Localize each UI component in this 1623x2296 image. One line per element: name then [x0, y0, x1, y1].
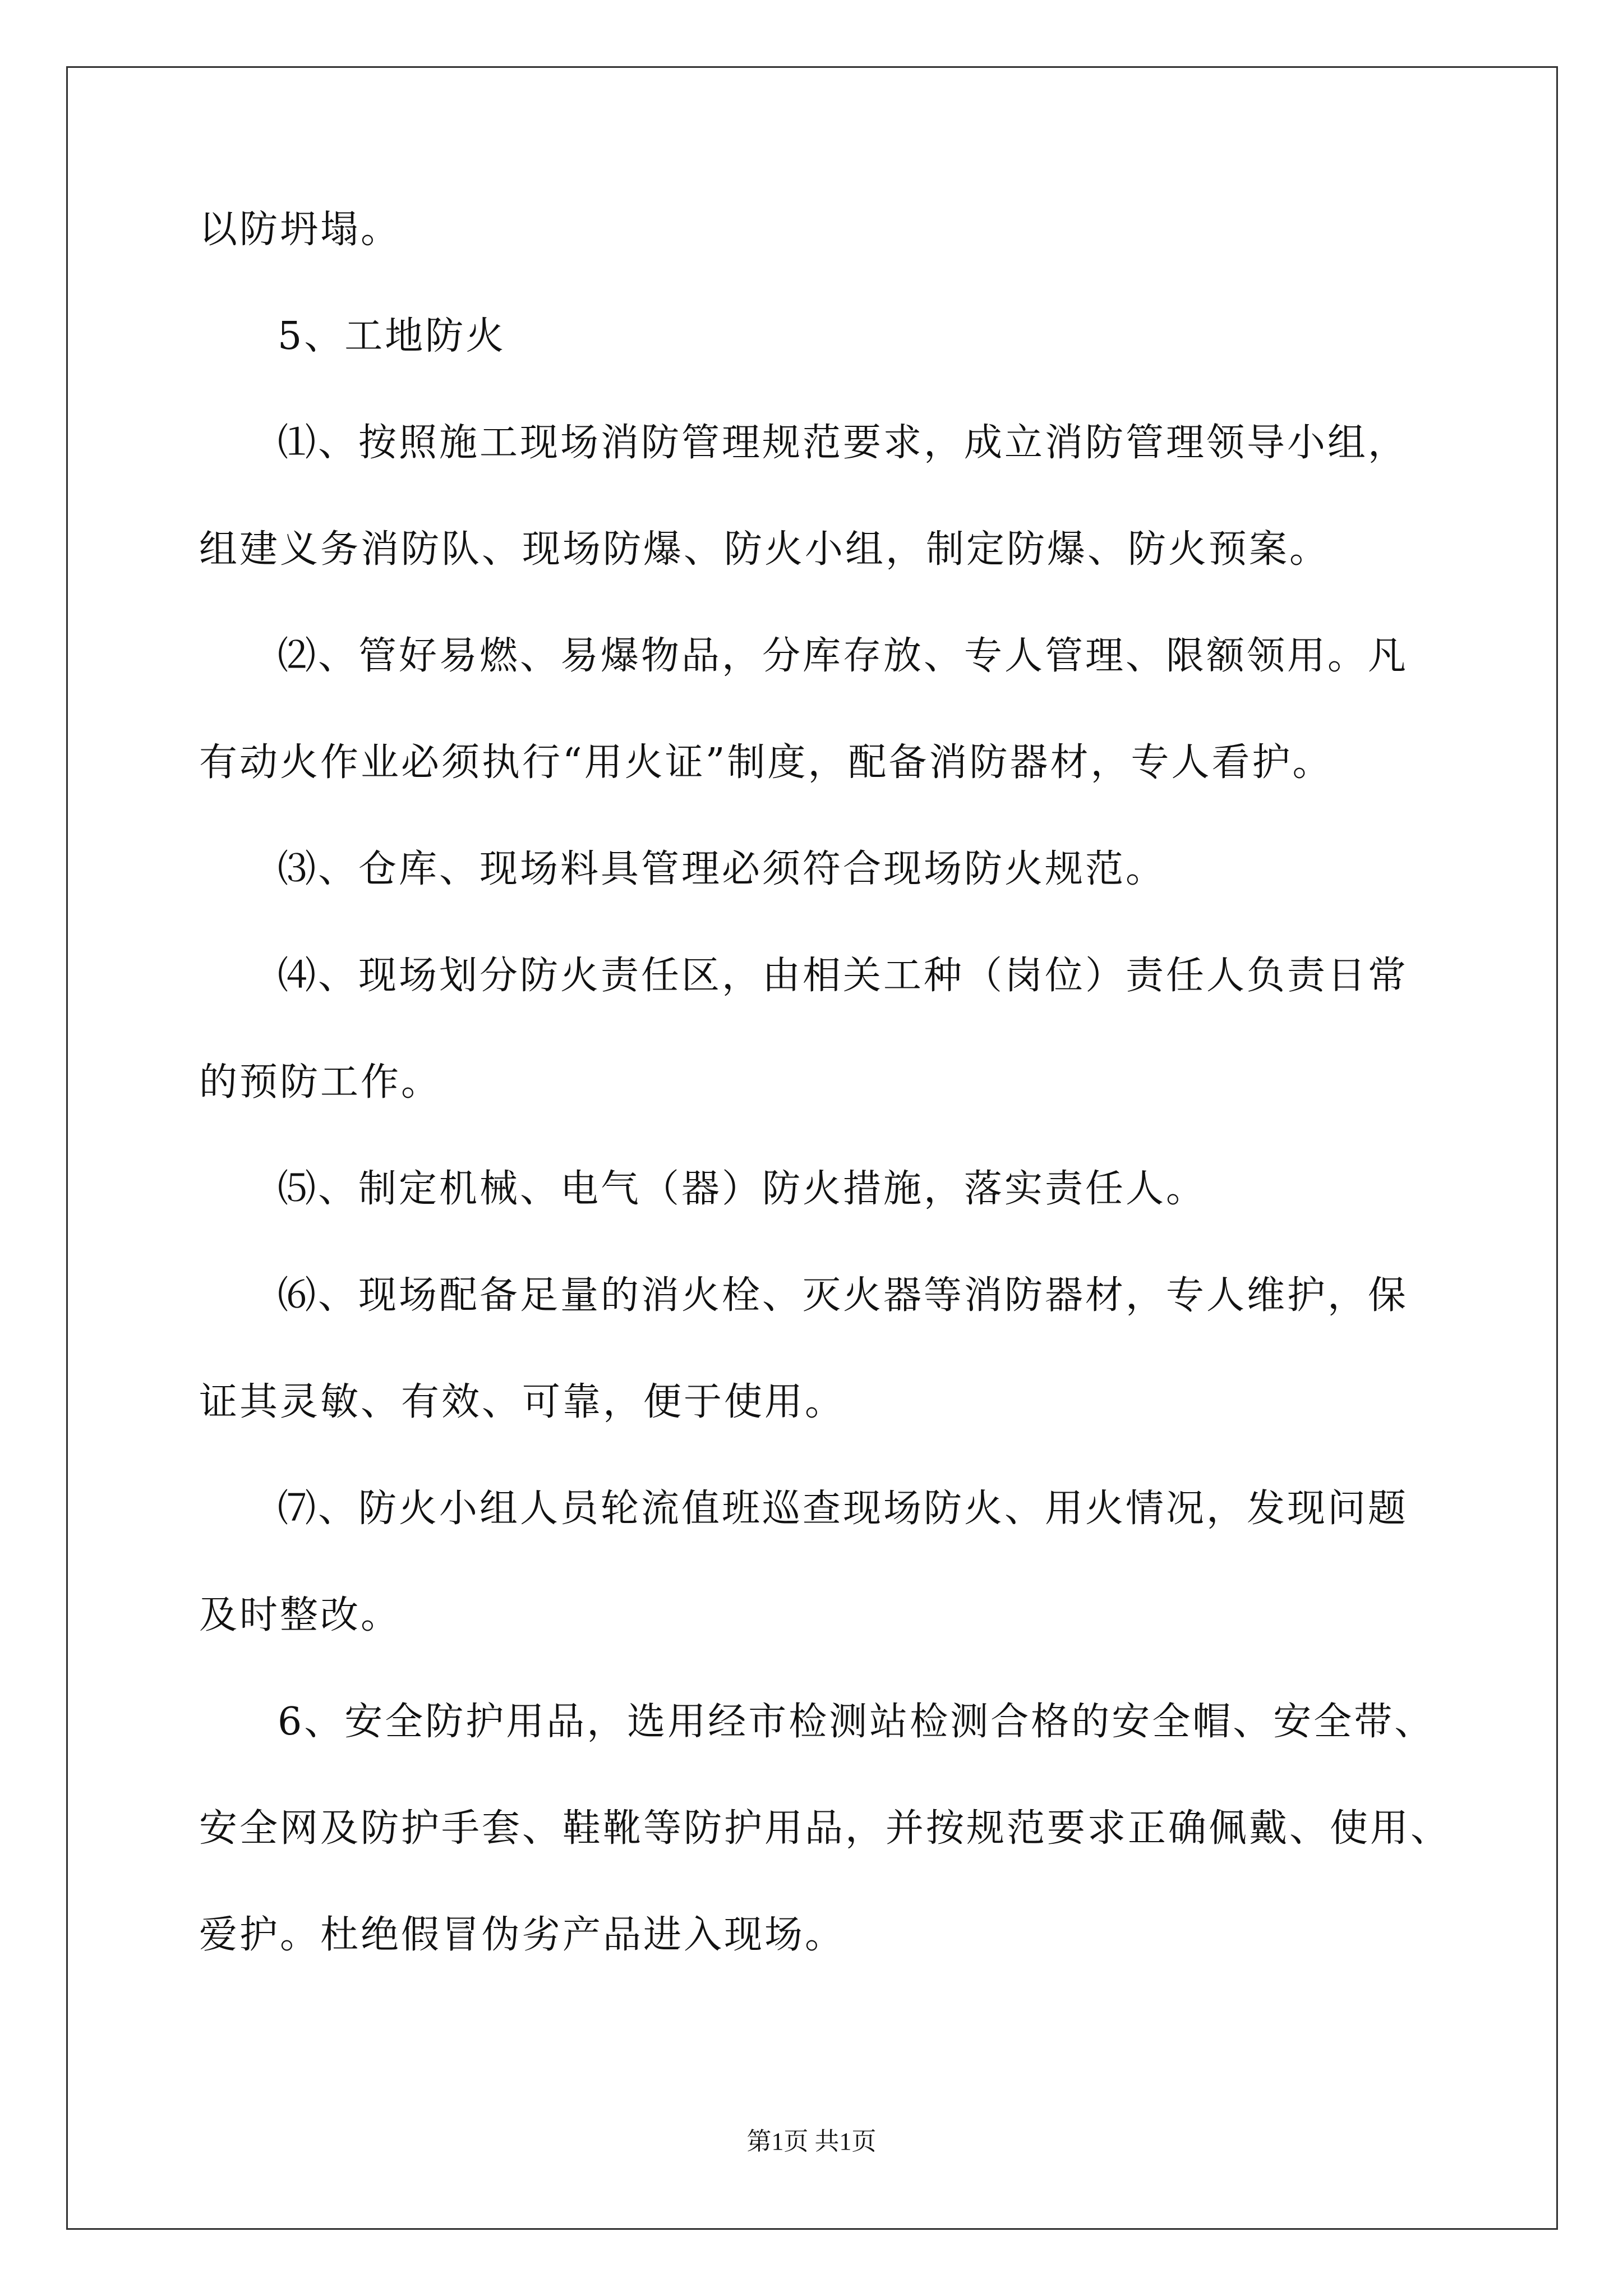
page-border	[66, 66, 1558, 2230]
page-footer: 第1页 共1页	[746, 2128, 877, 2155]
text-line: 组建义务消防队、现场防爆、防火小组，制定防爆、防火预案。	[199, 527, 1330, 572]
text-line: 以防坍塌。	[199, 208, 402, 252]
text-line: 爱护。杜绝假冒伪劣产品进入现场。	[199, 1913, 846, 1957]
section-heading: 6、安全防护用品，选用经市检测站检测合格的安全帽、安全带、	[278, 1700, 1435, 1744]
text-line: ⑺、防火小组人员轮流值班巡查现场防火、用火情况，发现问题	[278, 1487, 1409, 1531]
text-line: 及时整改。	[199, 1593, 402, 1637]
text-line: ⑶、仓库、现场料具管理必须符合现场防火规范。	[278, 847, 1166, 891]
text-line: 的预防工作。	[199, 1060, 442, 1105]
text-line: ⑴、按照施工现场消防管理规范要求，成立消防管理领导小组，	[278, 421, 1409, 465]
text-line: 证其灵敏、有效、可靠，便于使用。	[199, 1380, 846, 1424]
text-line: 有动火作业必须执行“用火证”制度，配备消防器材，专人看护。	[199, 740, 1333, 785]
text-line: 安全网及防护手套、鞋靴等防护用品，并按规范要求正确佩戴、使用、	[199, 1806, 1451, 1851]
text-line: ⑹、现场配备足量的消火栓、灭火器等消防器材，专人维护，保	[278, 1273, 1409, 1318]
text-line: ⑸、制定机械、电气（器）防火措施，落实责任人。	[278, 1167, 1207, 1211]
text-line: ⑵、管好易燃、易爆物品，分库存放、专人管理、限额领用。凡	[278, 634, 1409, 678]
section-heading: 5、工地防火	[278, 314, 506, 358]
text-line: ⑷、现场划分防火责任区，由相关工种（岗位）责任人负责日常	[278, 954, 1409, 998]
